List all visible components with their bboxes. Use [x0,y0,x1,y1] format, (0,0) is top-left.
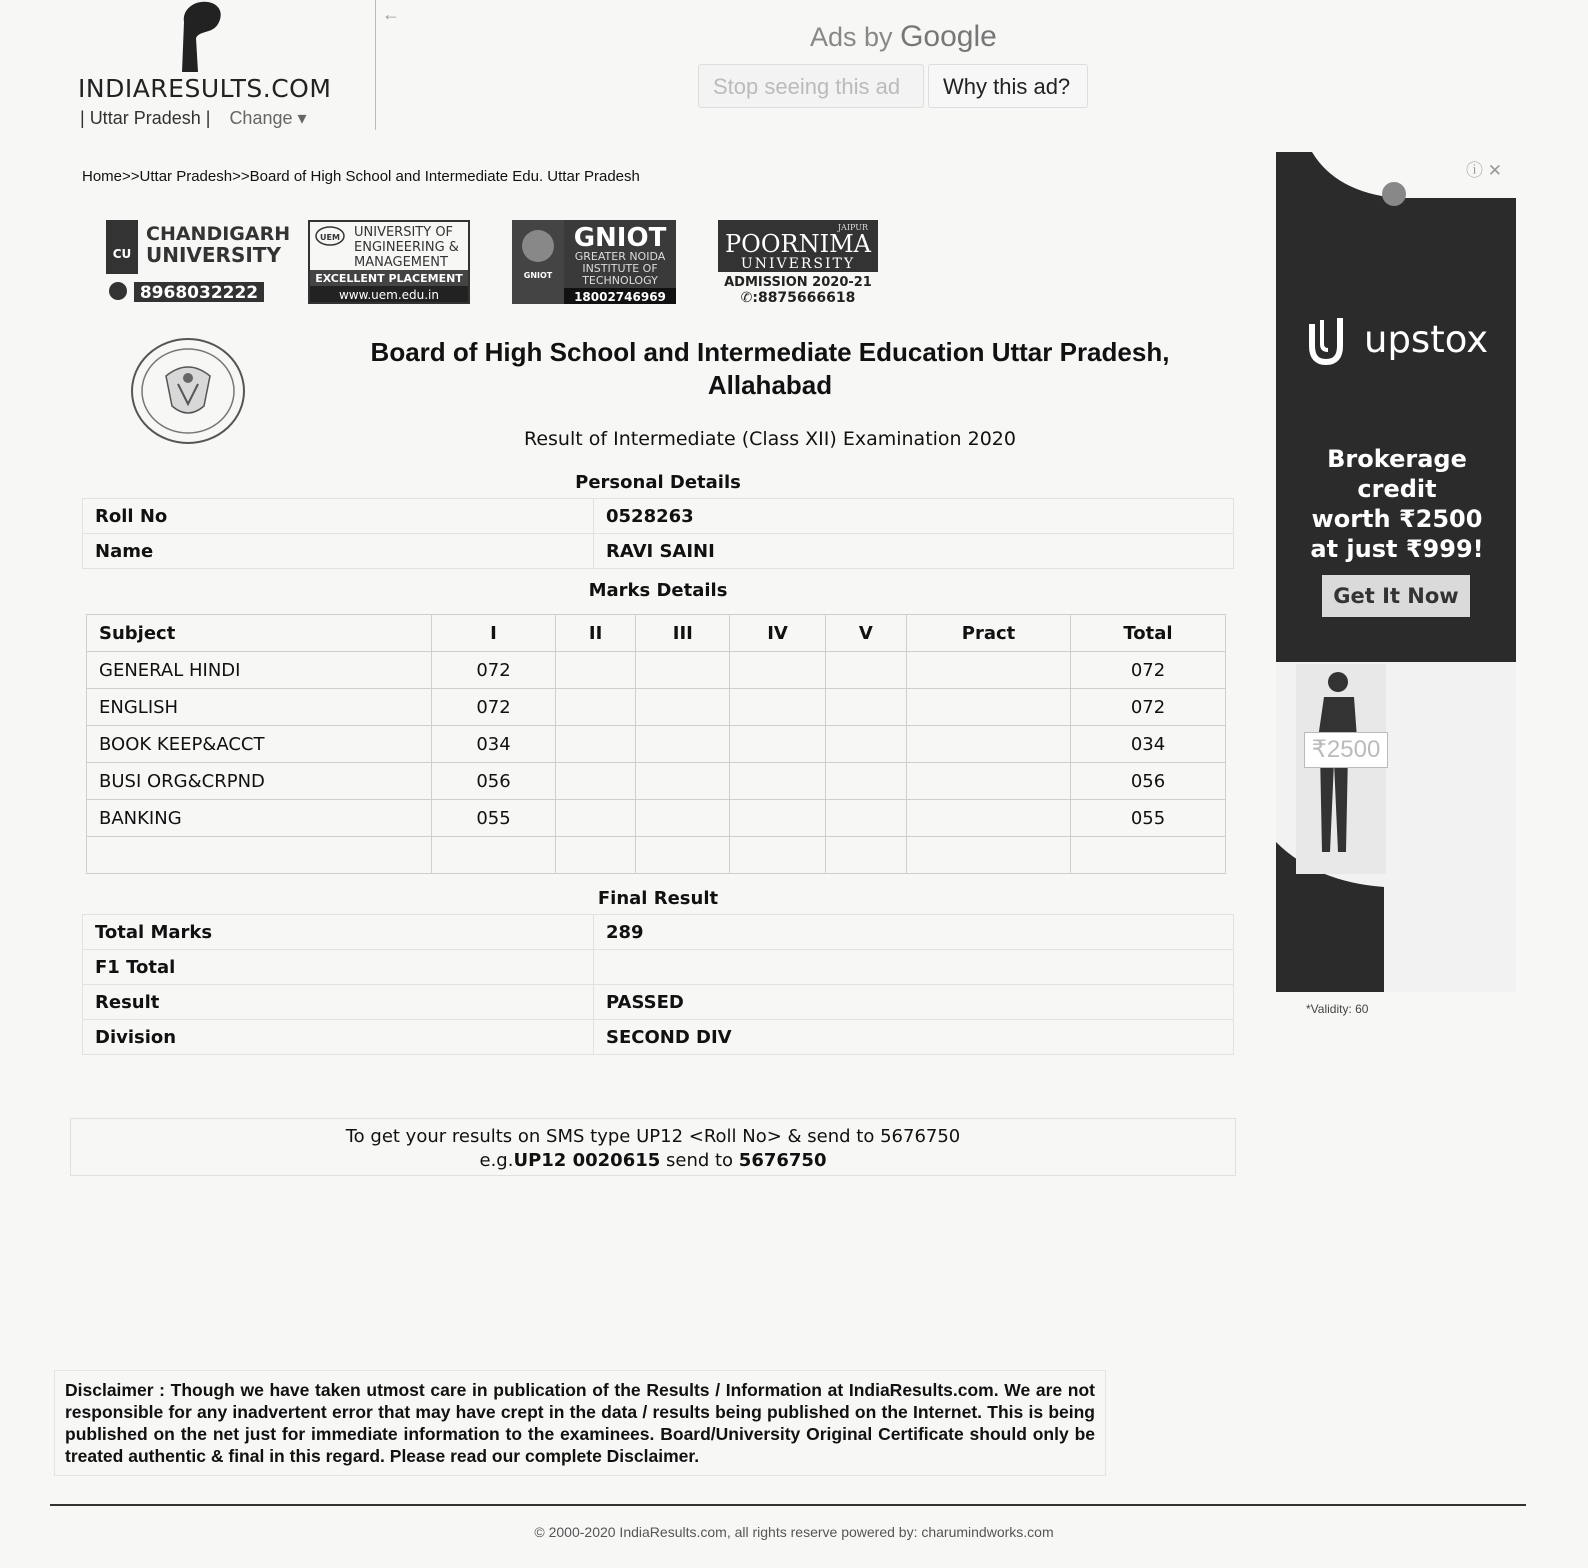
marks-cell: 055 [432,800,556,837]
adchoices-close-icon[interactable]: ⓘ ✕ [1466,161,1502,180]
total-marks-value: 289 [594,915,1234,950]
table-row [83,985,1234,1020]
marks-cell [432,837,556,874]
svg-text:CHANDIGARH: CHANDIGARH [146,223,291,245]
division-label: Division [83,1020,594,1055]
marks-cell [555,800,635,837]
final-result-table [82,914,1234,1055]
table-row [83,950,1234,985]
sponsor-gniot[interactable] [512,220,676,304]
svg-text:✆:8875666618: ✆:8875666618 [740,290,856,306]
subject-cell [87,837,432,874]
roll-no-value: 0528263 [594,499,1234,534]
sms-example-number: 5676750 [738,1150,827,1171]
table-row [87,837,1226,874]
roll-no-label: Roll No [83,499,594,534]
marks-cell [636,800,730,837]
disclaimer-text: Disclaimer : Though we have taken utmost care in publication of the Results / Information at IndiaResults.com. We are not responsible for any inadvertent error that may have crept in the data / results being published on the Internet. This is being published on the net just for immediate information to the examinees. Board/University Original Certificate should only be treated authentic & final in this regard. Please read our complete [65,1380,1095,1466]
col-iii: III [636,615,730,652]
marks-cell [636,689,730,726]
marks-cell [555,763,635,800]
table-row [87,652,1226,689]
total-cell [1071,837,1226,874]
board-seal-emblem [128,336,248,446]
table-row [83,534,1234,569]
marks-cell: 034 [432,726,556,763]
ads-by-google-label: Ads by Google [810,20,997,53]
svg-text:8968032222: 8968032222 [139,283,259,303]
change-state-link[interactable]: Change ▾ [229,108,307,128]
total-marks-label: Total Marks [83,915,594,950]
marks-cell: 056 [432,763,556,800]
col-ii: II [555,615,635,652]
marks-cell [907,726,1071,763]
marks-cell [907,763,1071,800]
marks-cell [555,837,635,874]
table-row [87,689,1226,726]
table-row [87,800,1226,837]
get-it-now-button[interactable]: Get It Now [1322,575,1470,617]
marks-cell [730,689,825,726]
marks-cell [730,837,825,874]
marks-cell [825,689,906,726]
subject-cell: BANKING [87,800,432,837]
marks-cell [555,652,635,689]
ad-amount-sign: ₹2500 [1304,732,1388,768]
svg-text:POORNIMA: POORNIMA [725,230,871,258]
table-row [87,726,1226,763]
result-label: Result [83,985,594,1020]
final-result-heading: Final Result [597,888,719,909]
svg-text:CU: CU [112,247,132,261]
col-pract: Pract [907,615,1071,652]
svg-text:GNIOT: GNIOT [523,271,553,280]
exam-title: Result of Intermediate (Class XII) Examination 2020 [524,428,1016,450]
name-value: RAVI SAINI [594,534,1234,569]
marks-cell [825,837,906,874]
breadcrumb-sep: >> [232,168,250,185]
svg-text:GREATER NOIDA: GREATER NOIDA [574,250,666,263]
marks-cell: 072 [432,652,556,689]
breadcrumb-board[interactable]: Board of High School and Intermediate Edu. Uttar Pradesh [249,168,640,185]
svg-text:www.uem.edu.in: www.uem.edu.in [338,288,440,302]
marks-cell [636,837,730,874]
why-this-ad-button[interactable]: Why this ad? [928,64,1088,108]
table-row [83,1020,1234,1055]
svg-text:MANAGEMENT: MANAGEMENT [354,255,448,270]
subject-cell: BOOK KEEP&ACCT [87,726,432,763]
marks-cell [825,763,906,800]
subject-cell: GENERAL HINDI [87,652,432,689]
col-i: I [432,615,556,652]
subject-cell: ENGLISH [87,689,432,726]
header-divider [375,0,376,130]
upstox-ad-copy: Brokerage credit worth ₹2500 at just ₹999! [1310,445,1484,563]
breadcrumb-sep: >> [122,168,140,185]
svg-text:JAIPUR: JAIPUR [837,223,868,232]
sms-example-code: UP12 0020615 [513,1150,661,1171]
upstox-side-ad[interactable] [1276,152,1516,992]
svg-text:ENGINEERING &: ENGINEERING & [354,240,459,255]
upstox-wordmark: upstox [1364,318,1489,361]
ad-validity-note: *Validity: 60 [1306,1002,1369,1016]
personal-details-table [82,498,1234,569]
table-row [87,763,1226,800]
f1-total-label: F1 Total [83,950,594,985]
disclaimer-box [54,1370,1106,1476]
svg-text:INSTITUTE OF: INSTITUTE OF [582,262,658,275]
marks-cell [730,726,825,763]
marks-cell [636,652,730,689]
sponsor-uem[interactable] [308,220,470,304]
svg-text:TECHNOLOGY: TECHNOLOGY [582,274,658,287]
marks-details-heading: Marks Details [588,580,728,601]
state-name: Uttar Pradesh [89,108,201,128]
svg-text:UNIVERSITY: UNIVERSITY [740,256,856,272]
svg-text:UNIVERSITY: UNIVERSITY [146,243,281,267]
svg-text:GNIOT: GNIOT [573,223,667,253]
marks-cell [907,652,1071,689]
table-row [83,915,1234,950]
breadcrumb [82,168,640,185]
marks-cell [555,726,635,763]
sponsor-poornima-university[interactable] [718,220,878,304]
sms-instruction: To get your results on SMS type UP12 <Roll No> & send to 5676750 [345,1126,961,1147]
marks-cell [636,763,730,800]
marks-cell [825,726,906,763]
svg-text:UEM: UEM [320,233,340,242]
sms-example: e.g.UP12 0020615 send to 5676750 [479,1150,827,1171]
f1-total-value [594,950,1234,985]
disclaimer-link[interactable]: Disclaimer. [606,1446,700,1466]
col-iv: IV [730,615,825,652]
footer-divider [50,1504,1526,1506]
total-cell: 056 [1071,763,1226,800]
marks-cell [730,763,825,800]
back-arrow-icon[interactable]: ← [382,4,400,24]
marks-table [86,614,1226,874]
division-value: SECOND DIV [594,1020,1234,1055]
col-total: Total [1071,615,1226,652]
svg-text:UNIVERSITY OF: UNIVERSITY OF [354,225,454,240]
total-cell: 055 [1071,800,1226,837]
board-title-line1: Board of High School and Intermediate Education Uttar Pradesh, [370,337,1170,367]
site-logo-icon [178,0,224,72]
marks-cell: 072 [432,689,556,726]
marks-cell [636,726,730,763]
total-cell: 072 [1071,689,1226,726]
state-selector: | Uttar Pradesh | Change ▾ [80,108,307,128]
marks-header-row [87,615,1226,652]
marks-cell [730,652,825,689]
marks-cell [555,689,635,726]
marks-cell [730,800,825,837]
svg-text:18002746969: 18002746969 [574,290,666,304]
footer-copyright: © 2000-2020 IndiaResults.com, all rights reserve powered by: charumindworks.com [534,1524,1054,1540]
result-value: PASSED [594,985,1234,1020]
marks-cell [907,800,1071,837]
svg-text:EXCELLENT PLACEMENT: EXCELLENT PLACEMENT [315,272,463,285]
marks-cell [907,837,1071,874]
marks-cell [825,652,906,689]
board-title [330,336,1210,402]
svg-text:ADMISSION 2020-21: ADMISSION 2020-21 [724,275,872,290]
breadcrumb-state[interactable]: Uttar Pradesh [139,168,233,185]
sms-info-box [70,1118,1236,1176]
personal-details-heading: Personal Details [575,472,741,493]
stop-seeing-ad-button[interactable]: Stop seeing this ad [698,64,924,108]
table-row [83,499,1234,534]
total-cell: 072 [1071,652,1226,689]
breadcrumb-home[interactable]: Home [82,168,123,185]
sponsor-chandigarh-university[interactable] [106,220,291,304]
col-v: V [825,615,906,652]
google-wordmark: Google [900,20,997,53]
subject-cell: BUSI ORG&CRPND [87,763,432,800]
name-label: Name [83,534,594,569]
board-title-line2: Allahabad [707,370,833,400]
total-cell: 034 [1071,726,1226,763]
marks-cell [907,689,1071,726]
marks-cell [825,800,906,837]
site-logo-text[interactable]: INDIARESULTS.COM [78,74,332,103]
col-subject: Subject [87,615,432,652]
